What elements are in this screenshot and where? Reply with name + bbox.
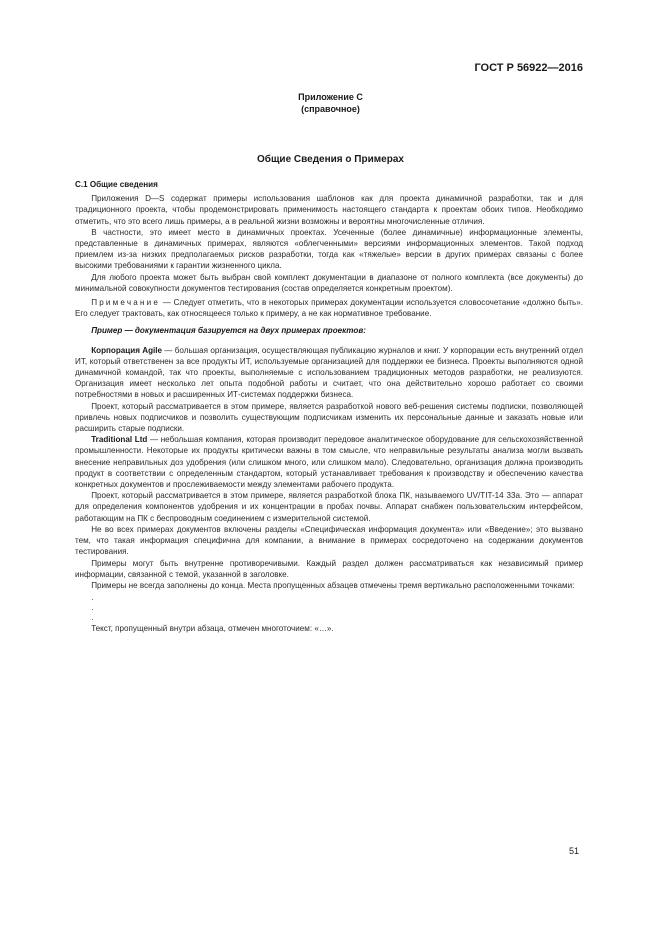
appendix-title: Приложение С bbox=[298, 92, 363, 102]
paragraph-text: Для любого проекта может быть выбран свой комплект документации в диапазоне от полного комплекта (все документы) до минимальной совокупности документов тестирования (состав определяется конкретным проектом). bbox=[75, 272, 583, 293]
note-label: Примечание bbox=[91, 298, 161, 308]
company-name-agile: Корпорация Agile bbox=[91, 345, 163, 355]
paragraph bbox=[75, 580, 583, 591]
paragraph bbox=[75, 345, 583, 401]
paragraph-text: Примеры могут быть внутренне противоречивыми. Каждый раздел должен рассматриваться как независимый пример информации, связанной с темой, указанной в заголовке. bbox=[75, 558, 583, 579]
paragraph bbox=[75, 227, 583, 272]
paragraph bbox=[75, 401, 583, 435]
example-heading bbox=[75, 325, 583, 336]
dot: . bbox=[91, 603, 94, 613]
note-paragraph bbox=[75, 297, 583, 319]
dot: . bbox=[91, 613, 94, 623]
paragraph-text: Текст, пропущенный внутри абзаца, отмечен многоточием: «…». bbox=[91, 624, 334, 634]
company-name-traditional: Traditional Ltd bbox=[91, 435, 148, 445]
paragraph-text: Примеры не всегда заполнены до конца. Места пропущенных абзацев отмечены тремя вертикально расположенными точками: bbox=[91, 580, 575, 590]
paragraph bbox=[75, 490, 583, 524]
standard-header: ГОСТ Р 56922—2016 bbox=[474, 62, 583, 74]
paragraph-text: Не во всех примерах документов включены разделы «Специфическая информация документа» или «Введение»; это вызвано тем, что такая информация специфична для компании, а внимание в примерах сосредоточено на содержании документов тестирования. bbox=[75, 524, 583, 557]
paragraph-text: — небольшая компания, которая производит передовое аналитическое оборудование для сельскохозяйственной промышленности. Некоторые их продукты критически важны в том смысле, что неправильные результаты анализа могли вызвать внесение неправильных доз удобрения (или слишком много, или слишком мало). Следовательно, организация должна производить продукт в соответствии с определенным стандартом, который устанавливает требования к производству и обеспечению качества конкретных документов и прослеживаемости между элементами рабочего продукта. bbox=[75, 435, 583, 490]
note-text: — Следует отметить, что в некоторых примерах документации используется словосочетание «должно быть». Его следует трактовать, как относящееся только к примеру, а не как нормативное требование. bbox=[75, 298, 583, 319]
appendix-subtitle: (справочное) bbox=[301, 103, 360, 114]
document-body bbox=[75, 179, 583, 634]
paragraph bbox=[75, 434, 583, 490]
page-number: 51 bbox=[568, 846, 579, 856]
paragraph-text: Проект, который рассматривается в этом примере, является разработкой нового веб-решения системы подписки, позволяющей привлечь новых подписчиков и позволить существующим подписчикам изменить их персональные данные и заказать новые или расширить старые подписки. bbox=[75, 401, 583, 434]
paragraph bbox=[75, 272, 583, 294]
paragraph-text: Приложения D—S содержат примеры использования шаблонов как для проекта динамичной разработки, так и для традиционного проекта, чтобы продемонстрировать применимость настоящего стандарта к проектам обоих типов. Необходимо отметить, что это всего лишь примеры, а в реальной жизни возможны и вероятны многочисленные отличия. bbox=[75, 194, 583, 226]
paragraph bbox=[75, 193, 583, 227]
paragraph-text: В частности, это имеет место в динамичных проектах. Усеченные (более динамичные) информационные элементы, представленные в динамичных примерах, являются «облегченными» версиями информационных элементов. Такой подход приемлем из-за низких предполагаемых рисков разработки, тогда как «тяжелые» версии в других примерах связаны с более высокими требованиями к гарантии жизненного цикла. bbox=[75, 227, 583, 271]
appendix-heading bbox=[0, 92, 661, 115]
paragraph bbox=[75, 623, 583, 634]
paragraph bbox=[75, 524, 583, 558]
paragraph-text: — большая организация, осуществляющая публикацию журналов и книг. У корпорации есть внутренний отдел ИТ, который ответственен за все продукты ИТ, используемые организацией для поддержки ее бизнеса. Проекты выполняются одной динамичной командой, так что проекты, выполняемые с использованием традиционных методов разработки, не реализуются. Организация имеет несколько лет опыта подобной работы и считает, что она действительно хорошо работает со своими потребностями в новых и расширенных ИТ-системах поддержки бизнеса. bbox=[75, 345, 583, 400]
paragraph bbox=[75, 558, 583, 580]
document-title: Общие Сведения о Примерах bbox=[257, 154, 404, 165]
dot: . bbox=[91, 593, 94, 603]
example-heading-text: Пример — документация базируется на двух примерах проектов: bbox=[91, 326, 366, 336]
section-heading: С.1 Общие сведения bbox=[75, 180, 158, 189]
paragraph-text: Проект, который рассматривается в этом примере, является разработкой блока ПК, называемого UV/TIT-14 33a. Это — аппарат для определения компонентов удобрения и их концентрации в пробах почвы. Аппарат снабжен пользовательским интерфейсом, работающим на ПК с беспроводным соединением с измерительной системой. bbox=[75, 491, 583, 523]
vertical-dots bbox=[75, 593, 583, 623]
